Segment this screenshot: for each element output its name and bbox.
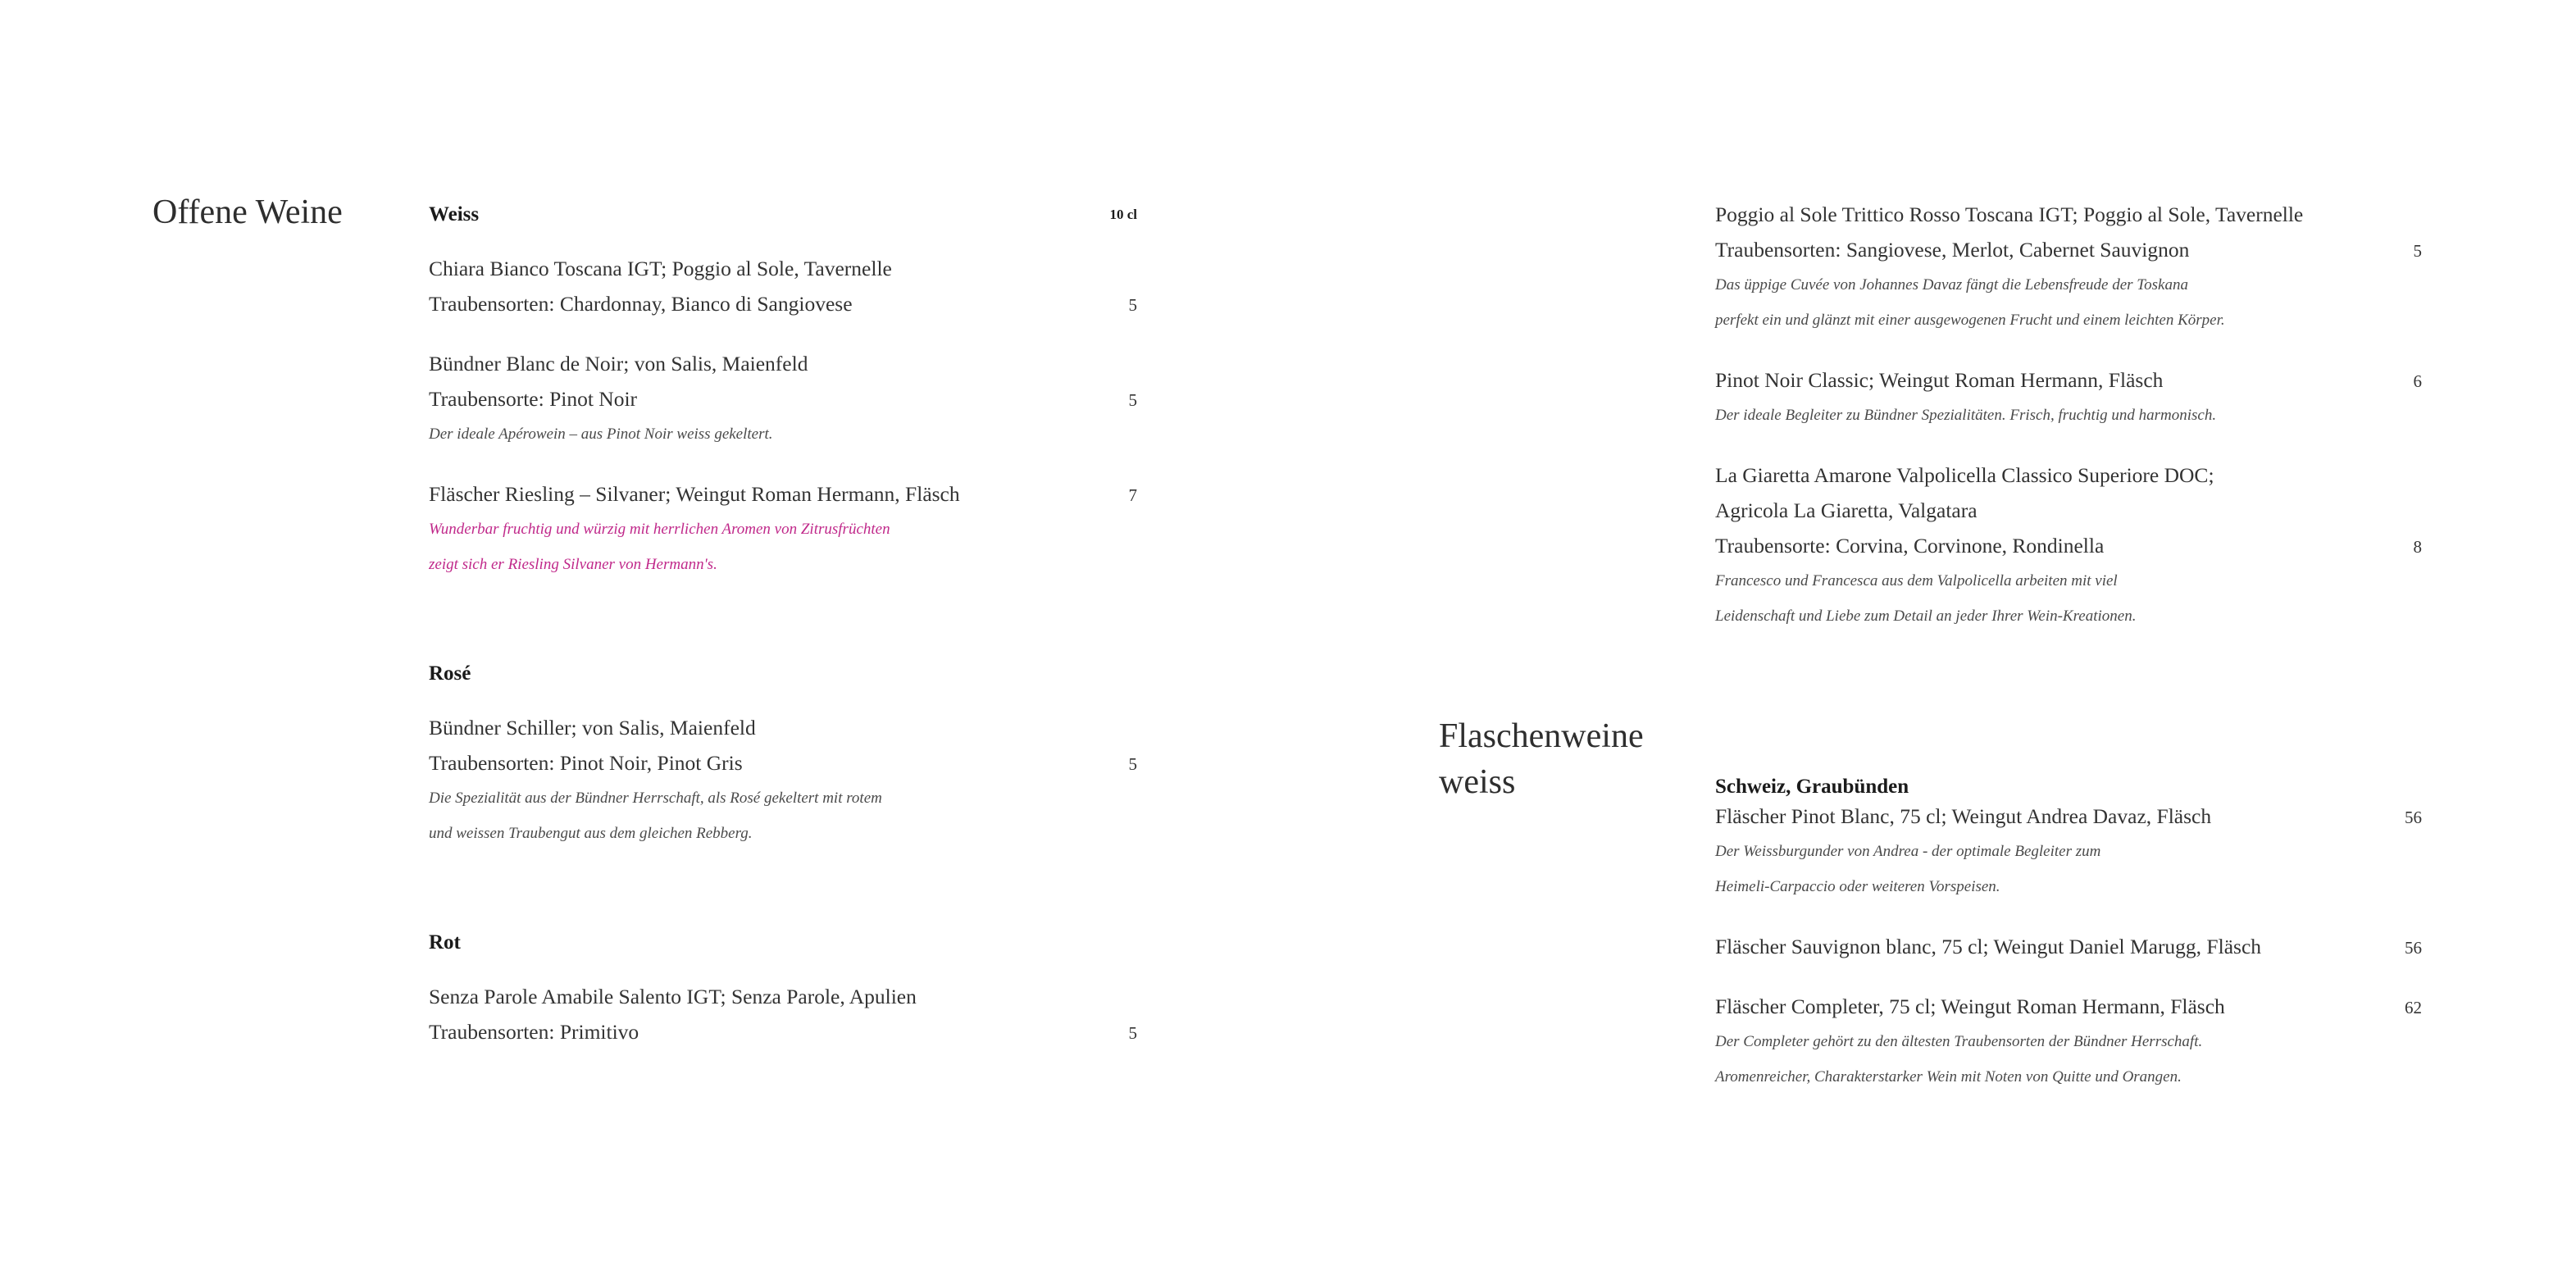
wine-price: 7 <box>1128 485 1137 505</box>
region-wines <box>1715 799 2422 1095</box>
rotwein-continued-list <box>1715 197 2422 658</box>
wine-line: Fläscher Completer, 75 cl; Weingut Roman Hermann, Fläsch <box>1715 994 2225 1018</box>
wine-line: Traubensorte: Corvina, Corvinone, Rondinella <box>1715 534 2105 558</box>
group-heading <box>429 920 1137 966</box>
wine-line: Senza Parole Amabile Salento IGT; Senza Parole, Apulien <box>429 985 917 1008</box>
offene-weine-list <box>429 192 1137 1049</box>
wine-description: Wunderbar fruchtig und würzig mit herrlichen Aromen von Zitrusfrüchten <box>429 521 890 538</box>
wine-line: Agricola La Giaretta, Valgatara <box>1715 498 1978 522</box>
wine-entry <box>429 251 1137 321</box>
wine-price: 5 <box>1128 1023 1137 1043</box>
wine-description: Leidenschaft und Liebe zum Detail an jeder Ihrer Wein-Kreationen. <box>1715 608 2137 625</box>
wine-price: 56 <box>2405 938 2422 958</box>
wine-line: Bündner Blanc de Noir; von Salis, Maienfeld <box>429 352 808 375</box>
wine-line: Pinot Noir Classic; Weingut Roman Hermann, Fläsch <box>1715 368 2164 392</box>
wine-description: zeigt sich er Riesling Silvaner von Hermann's. <box>429 556 717 573</box>
wine-group <box>429 651 1137 851</box>
group-unit: 10 cl <box>1109 207 1137 222</box>
group-wines <box>429 979 1137 1049</box>
wine-line: Fläscher Sauvignon blanc, 75 cl; Weingut Daniel Marugg, Fläsch <box>1715 935 2262 958</box>
wine-line: Traubensorten: Chardonnay, Bianco di Sangiovese <box>429 292 853 316</box>
wine-price: 56 <box>2405 808 2422 827</box>
wine-line: Traubensorten: Primitivo <box>429 1020 639 1044</box>
wine-description: Aromenreicher, Charakterstarker Wein mit Noten von Quitte und Orangen. <box>1715 1068 2182 1085</box>
wine-entry <box>429 710 1137 851</box>
group-wines <box>429 710 1137 851</box>
wine-entry <box>1715 457 2422 634</box>
wine-description: Der Weissburgunder von Andrea - der optimale Begleiter zum <box>1715 843 2101 860</box>
wine-line: La Giaretta Amarone Valpolicella Classico Superiore DOC; <box>1715 463 2214 487</box>
wine-group <box>429 192 1137 582</box>
wine-line: Traubensorten: Pinot Noir, Pinot Gris <box>429 751 743 775</box>
section-title-flaschenweine-weiss <box>1439 713 1644 805</box>
wine-price: 5 <box>1128 754 1137 774</box>
wine-entry <box>1715 929 2422 964</box>
wine-line: Bündner Schiller; von Salis, Maienfeld <box>429 716 756 740</box>
wine-price: 5 <box>1128 390 1137 410</box>
wine-line: Fläscher Riesling – Silvaner; Weingut Roman Hermann, Fläsch <box>429 482 960 506</box>
group-label: Weiss <box>429 203 480 225</box>
wine-description: Der ideale Apérowein – aus Pinot Noir weiss gekeltert. <box>429 426 773 443</box>
wine-group <box>429 920 1137 1049</box>
group-heading <box>429 192 1137 238</box>
wine-price: 5 <box>1128 295 1137 315</box>
wine-line: Fläscher Pinot Blanc, 75 cl; Weingut Andrea Davaz, Fläsch <box>1715 804 2212 828</box>
wine-price: 6 <box>2413 371 2422 391</box>
wine-line: Chiara Bianco Toscana IGT; Poggio al Sole, Tavernelle <box>429 257 892 280</box>
wine-line: Traubensorte: Pinot Noir <box>429 387 638 411</box>
wine-price: 62 <box>2405 998 2422 1017</box>
wine-description: und weissen Traubengut aus dem gleichen Rebberg. <box>429 825 753 842</box>
wine-price: 8 <box>2413 537 2422 557</box>
wine-entry <box>1715 197 2422 338</box>
wine-entry <box>429 476 1137 582</box>
wine-entry <box>429 979 1137 1049</box>
region-label: Schweiz, Graubünden <box>1715 776 1909 798</box>
wine-entry <box>429 346 1137 452</box>
wine-description: Heimeli-Carpaccio oder weiteren Vorspeisen. <box>1715 878 2000 895</box>
wine-entry <box>1715 362 2422 433</box>
wine-description: Der ideale Begleiter zu Bündner Spezialitäten. Frisch, fruchtig und harmonisch. <box>1715 407 2217 424</box>
wine-line: Poggio al Sole Trittico Rosso Toscana IGT; Poggio al Sole, Tavernelle <box>1715 203 2304 226</box>
wine-description: Der Completer gehört zu den ältesten Traubensorten der Bündner Herrschaft. <box>1715 1033 2203 1050</box>
section-title-offene-weine: Offene Weine <box>152 193 343 231</box>
wine-description: perfekt ein und glänzt mit einer ausgewogenen Frucht und einem leichten Körper. <box>1715 312 2225 329</box>
wine-description: Francesco und Francesca aus dem Valpolicella arbeiten mit viel <box>1715 572 2118 589</box>
wine-entry <box>1715 989 2422 1095</box>
wine-description: Die Spezialität aus der Bündner Herrschaft, als Rosé gekeltert mit rotem <box>429 790 882 807</box>
group-label: Rot <box>429 931 461 953</box>
group-label: Rosé <box>429 662 471 685</box>
section-title-line-1: Flaschenweine <box>1439 717 1644 755</box>
group-heading <box>429 651 1137 697</box>
wine-entry <box>1715 799 2422 904</box>
flaschenweine-weiss-list <box>1715 764 2422 1119</box>
wine-line: Traubensorten: Sangiovese, Merlot, Cabernet Sauvignon <box>1715 238 2190 262</box>
section-title-line-2: weiss <box>1439 763 1516 801</box>
wine-price: 5 <box>2413 241 2422 261</box>
wine-description: Das üppige Cuvée von Johannes Davaz fängt die Lebensfreude der Toskana <box>1715 276 2188 294</box>
group-wines <box>429 251 1137 582</box>
